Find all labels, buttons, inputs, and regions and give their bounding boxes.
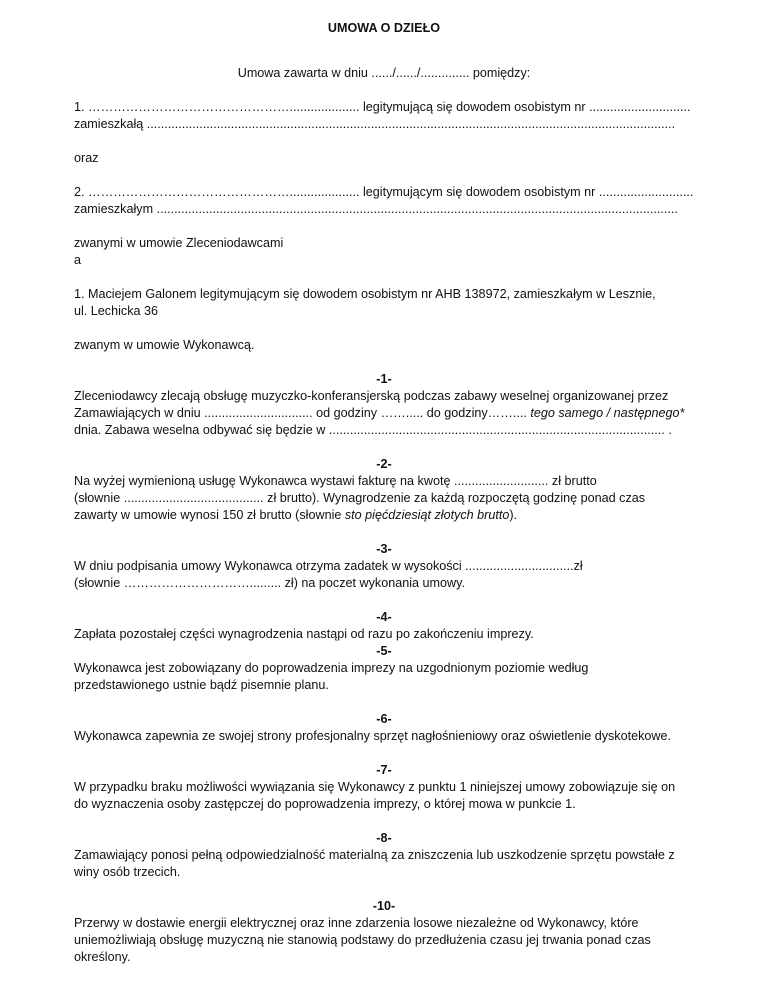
section-10-line-2: uniemożliwiają obsługę muzyczną nie stanowią podstawy do przedłużenia czasu jej trwania ponad czas: [74, 933, 651, 947]
section-5-line-1: Wykonawca jest zobowiązany do poprowadzenia imprezy na uzgodnionym poziomie według: [74, 661, 589, 675]
section-2: [74, 456, 694, 524]
document-title: UMOWA O DZIEŁO: [327, 21, 441, 35]
section-2-amount-words: sto pięćdziesiąt złotych brutto: [344, 508, 510, 522]
section-number: -3-: [376, 542, 392, 556]
section-4: [74, 609, 694, 643]
section-3: [74, 541, 694, 592]
contractor-line-2: ul. Lechicka 36: [74, 304, 159, 318]
section-6-line-1: Wykonawca zapewnia ze swojej strony profesjonalny sprzęt nagłośnieniowy oraz oświetlenie dyskotekowe.: [74, 729, 671, 743]
section-number: -2-: [376, 457, 392, 471]
section-1-line-2: [74, 405, 694, 422]
section-2-line-1: Na wyżej wymienioną usługę Wykonawca wystawi fakturę na kwotę ........................... zł brutto: [74, 474, 597, 488]
intro-line: Umowa zawarta w dniu ....../....../.............. pomiędzy:: [237, 66, 531, 80]
section-number: -10-: [372, 899, 396, 913]
section-3-line-2: (słownie …………………………......... zł) na poczet wykonania umowy.: [74, 576, 465, 590]
wykonawca-line: zwanym w umowie Wykonawcą.: [74, 338, 255, 352]
section-1-option-text: tego samego / następnego*: [530, 406, 685, 420]
section-4-line-1: Zapłata pozostałej części wynagrodzenia nastąpi od razu po zakończeniu imprezy.: [74, 627, 534, 641]
oraz-text: oraz: [74, 151, 99, 165]
section-8: [74, 830, 694, 881]
section-10: [74, 898, 694, 966]
section-number: -4-: [376, 610, 392, 624]
section-2-line-3-end: ).: [509, 508, 518, 522]
section-2-line-2: (słownie ........................................ zł brutto). Wynagrodzenie za każdą rozpoczętą godzinę ponad czas: [74, 491, 646, 505]
section-10-line-3: określony.: [74, 950, 131, 964]
section-number: -1-: [376, 372, 392, 386]
contractor-line-1: 1. Maciejem Galonem legitymującym się dowodem osobistym nr AHB 138972, zamieszkałym w Lesznie,: [74, 287, 656, 301]
party-2-line-2: zamieszkałym .....................................................................................................................................................: [74, 202, 678, 216]
party-1-line-1: 1. ………………………………………….................... legitymującą się dowodem osobistym nr .............................: [74, 100, 691, 114]
section-2-line-3: [74, 507, 694, 524]
conjunction-a: a: [74, 253, 82, 267]
zleceniodawcy-line: zwanymi w umowie Zleceniodawcami: [74, 236, 284, 250]
section-7: [74, 762, 694, 813]
section-1-line-1: Zleceniodawcy zlecają obsługę muzyczko-konferansjerską podczas zabawy weselnej organizowanej przez: [74, 389, 669, 403]
section-8-line-2: winy osób trzecich.: [74, 865, 181, 879]
section-3-line-1: W dniu podpisania umowy Wykonawca otrzyma zadatek w wysokości ...............................zł: [74, 559, 583, 573]
party-2-line-1: 2. ………………………………………….................... legitymującym się dowodem osobistym nr ...........................: [74, 185, 694, 199]
section-number: -8-: [376, 831, 392, 845]
party-2: [74, 184, 694, 218]
contractor: [74, 286, 694, 320]
section-1: [74, 371, 694, 439]
section-1-line-2-text: Zamawiających w dniu ............................... od godziny ……..... do godziny……....: [74, 406, 531, 420]
section-7-line-2: do wyznaczenia osoby zastępczej do poprowadzenia imprezy, o której mowa w punkcie 1.: [74, 797, 576, 811]
section-10-line-1: Przerwy w dostawie energii elektrycznej oraz inne zdarzenia losowe niezależne od Wykonawcy, które: [74, 916, 639, 930]
section-number: -7-: [376, 763, 392, 777]
section-8-line-1: Zamawiający ponosi pełną odpowiedzialność materialną za zniszczenia lub uszkodzenie sprzętu powstałe z: [74, 848, 675, 862]
party-1: [74, 99, 694, 133]
section-7-line-1: W przypadku braku możliwości wywiązania się Wykonawcy z punktu 1 niniejszej umowy zobowiązuje się on: [74, 780, 676, 794]
section-1-line-3: dnia. Zabawa weselna odbywać się będzie w ................................................................................................ .: [74, 423, 672, 437]
section-2-line-3-text: zawarty w umowie wynosi 150 zł brutto (słownie: [74, 508, 345, 522]
section-number: -6-: [376, 712, 392, 726]
party-1-line-2: zamieszkałą .......................................................................................................................................................: [74, 117, 676, 131]
section-5-line-2: przedstawionego ustnie bądź pisemnie planu.: [74, 678, 329, 692]
section-6: [74, 711, 694, 745]
section-number: -5-: [376, 644, 392, 658]
section-5: [74, 643, 694, 694]
